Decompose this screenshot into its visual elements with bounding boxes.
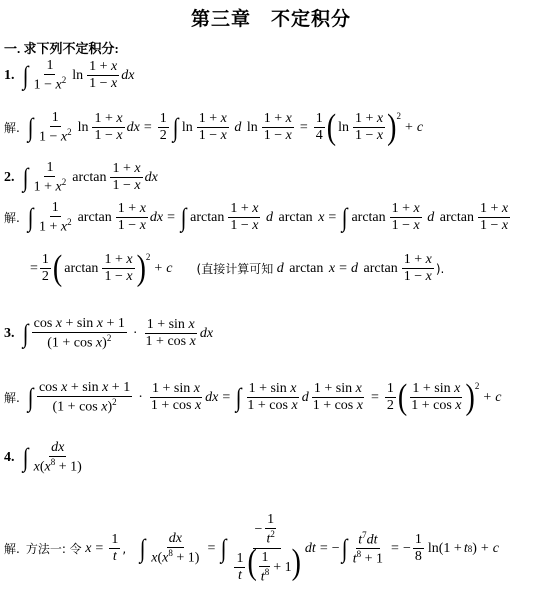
math-expression: ∫ $\frac{1}{1 + x^2}$ arctan $\frac{1 + x}{1 - x}$ dx [22,160,158,195]
problem-4 [4,440,86,476]
math-expression: ∫ $\frac{1}{1 + x^2}$ arctan $\frac{1 + x}{1 - x}$ dx = ∫ arctan $\frac{1 + x}{1 - x}$ d arctan x = ∫ arctan $\frac{1 + x}{1 - x}$ d arctan $\frac{1 + x}{1 - x}$ [27,200,509,235]
solution-2-cont [30,247,445,289]
solution-1 [4,107,424,148]
problem-number: 1. [4,67,15,83]
solution-label: 解. [4,211,20,226]
math-expression: ∫ $\frac{dx}{x(x^8 + 1)}$ = ∫ − $\frac{1}{t^2}$ $\frac{1}{t}$ ( $\frac{1}{t^8}$ + 1) dt = − ∫ $\frac{t^7dt}{t^8 + 1}$ = − $\frac{1}{8}$ ln(1 + t 8 ) + c [139,512,499,585]
problem-2 [4,160,158,196]
solution-2 [4,200,512,236]
comma: , [122,541,127,556]
math-expression: ∫ $\frac{1}{1 - x^2}$ ln $\frac{1 + x}{1 - x}$ dx = $\frac{1}{2}$ ∫ ln $\frac{1 + x}{1 - x}$ d ln $\frac{1 + x}{1 - x}$ = $\frac{1}{4}$ ( ln $\frac{1 + x}{1 - x}$ ) $^2$ + c [27,107,424,148]
problem-number: 4. [4,449,15,465]
math-expression: ∫ $\frac{1}{1 - x^2}$ ln $\frac{1 + x}{1 - x}$ dx [22,58,135,93]
problem-number: 3. [4,325,15,341]
solution-label: 解. [4,542,20,557]
math-expression: = $\frac{1}{2}$ ( arctan $\frac{1 + x}{1 - x}$ ) $^2$ + c [30,247,173,289]
problem-3 [4,316,213,352]
problem-number: 2. [4,169,15,185]
solution-label: 解. [4,121,20,136]
math-expression: ∫ $\frac{dx}{x(x^8 + 1)}$ [22,440,82,475]
note-text: ). [435,261,445,276]
section-heading: 一. 求下列不定积分: [4,41,119,56]
solution-label: 解. [4,391,20,406]
note-text: (直接计算可知 [196,262,274,277]
solution-3 [4,377,502,418]
solution-4 [4,512,499,586]
math-expression: ∫ $\frac{\text{cos x + sin x + 1}}{(1 + \cos x)^2}$ · $\frac{\text{1 + sin x}}{\text{1 + cos x}}$ dx [22,316,214,351]
chapter-title: 第三章 不定积分 [190,9,351,30]
method-text: 方法一: 令 [25,542,82,557]
math-expression: x = $\frac{1}{t}$ [81,532,119,565]
math-expression: ∫ $\frac{\text{cos x + sin x + 1}}{(1 + \cos x)^2}$ · $\frac{\text{1 + sin x}}{\text{1 + cos x}}$ dx = ∫ $\frac{\text{1 + sin x}}{\text{1 + cos x}}$ d $\frac{\text{1 + sin x}}{\text{1 + cos x}}$ = $\frac{1}{2}$ ( $\frac{\text{1 + sin x}}{\text{1 + cos x}}$ ) $^2$ + c [27,377,502,418]
problem-1 [4,58,134,94]
math-expression: d arctan x = d arctan $\frac{1 + x}{1 - x}$ [273,252,432,285]
